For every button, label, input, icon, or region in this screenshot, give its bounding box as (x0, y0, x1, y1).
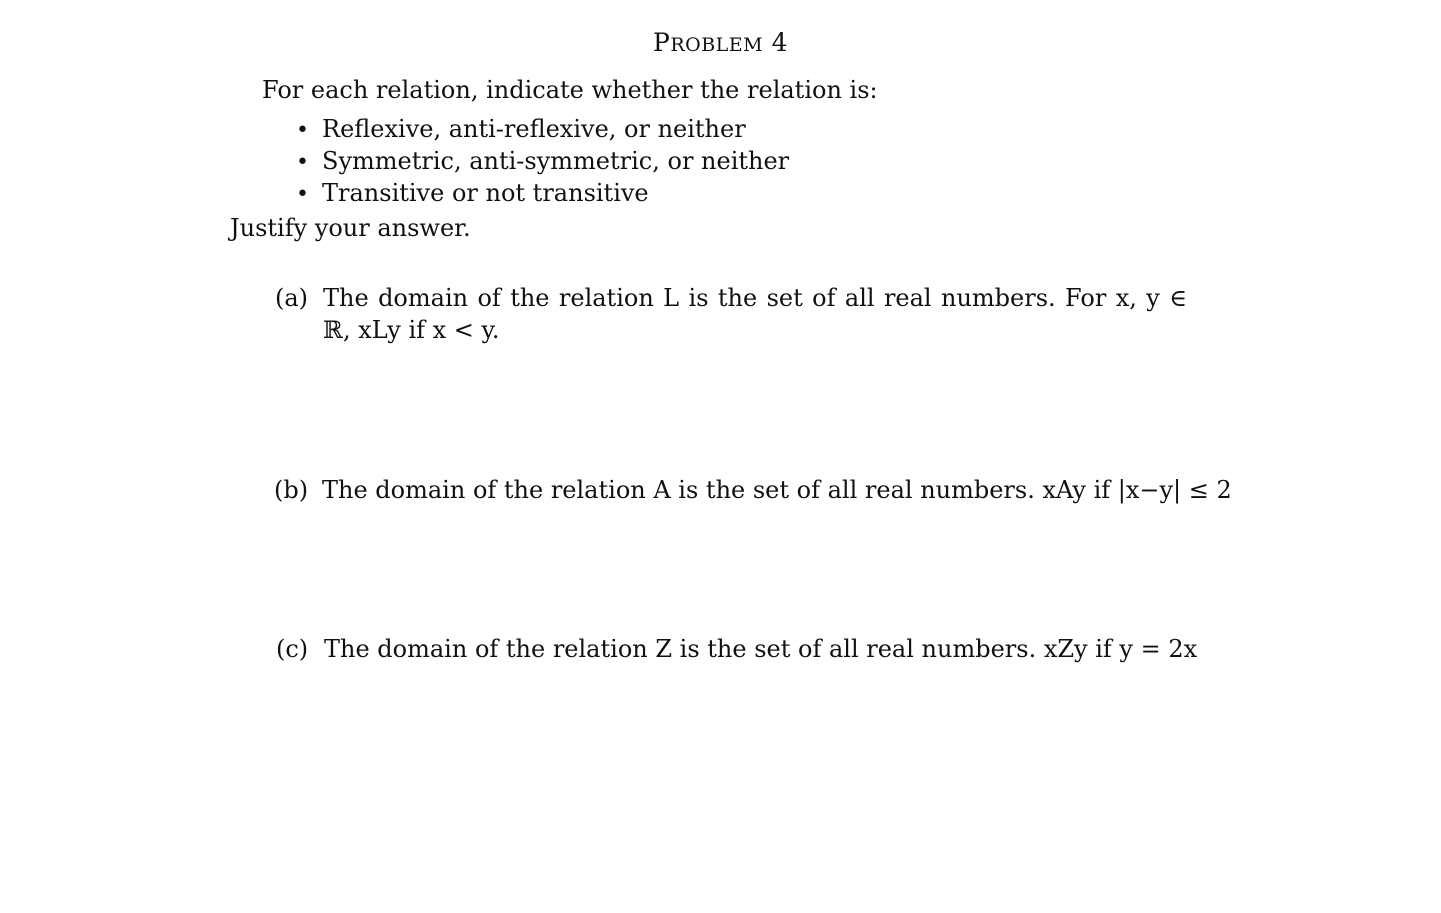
title-number: 4 (771, 28, 788, 57)
justify-instruction: Justify your answer. (230, 214, 471, 242)
bullet-icon: • (296, 150, 309, 175)
part-a-text-line1: The domain of the relation L is the set of all real numbers. For x, y ∈ (323, 284, 1187, 312)
list-item (296, 113, 789, 145)
bullet-icon: • (296, 182, 309, 207)
intro-text: For each relation, indicate whether the relation is: (262, 76, 878, 104)
problem-title (0, 28, 1441, 57)
list-item-text: Symmetric, anti-symmetric, or neither (322, 147, 790, 175)
part-a-label: (a) (275, 284, 309, 312)
list-item (296, 177, 789, 209)
list-item (296, 145, 789, 177)
part-b (274, 476, 1232, 510)
part-c-label: (c) (276, 635, 309, 663)
title-rest: ROBLEM (670, 34, 764, 56)
bullet-icon: • (296, 118, 309, 143)
property-list (296, 113, 789, 209)
part-b-label: (b) (274, 476, 309, 504)
list-item-text: Reflexive, anti-reflexive, or neither (322, 115, 746, 143)
list-item-text: Transitive or not transitive (322, 179, 649, 207)
part-b-text: The domain of the relation A is the set of all real numbers. xAy if |x−y| ≤ 2 (322, 476, 1232, 504)
part-a (275, 284, 1187, 354)
part-c (276, 635, 1198, 669)
title-first-letter: P (653, 28, 671, 57)
part-c-text: The domain of the relation Z is the set of all real numbers. xZy if y = 2x (324, 635, 1198, 663)
part-a-text-line2: ℝ, xLy if x < y. (323, 316, 500, 344)
